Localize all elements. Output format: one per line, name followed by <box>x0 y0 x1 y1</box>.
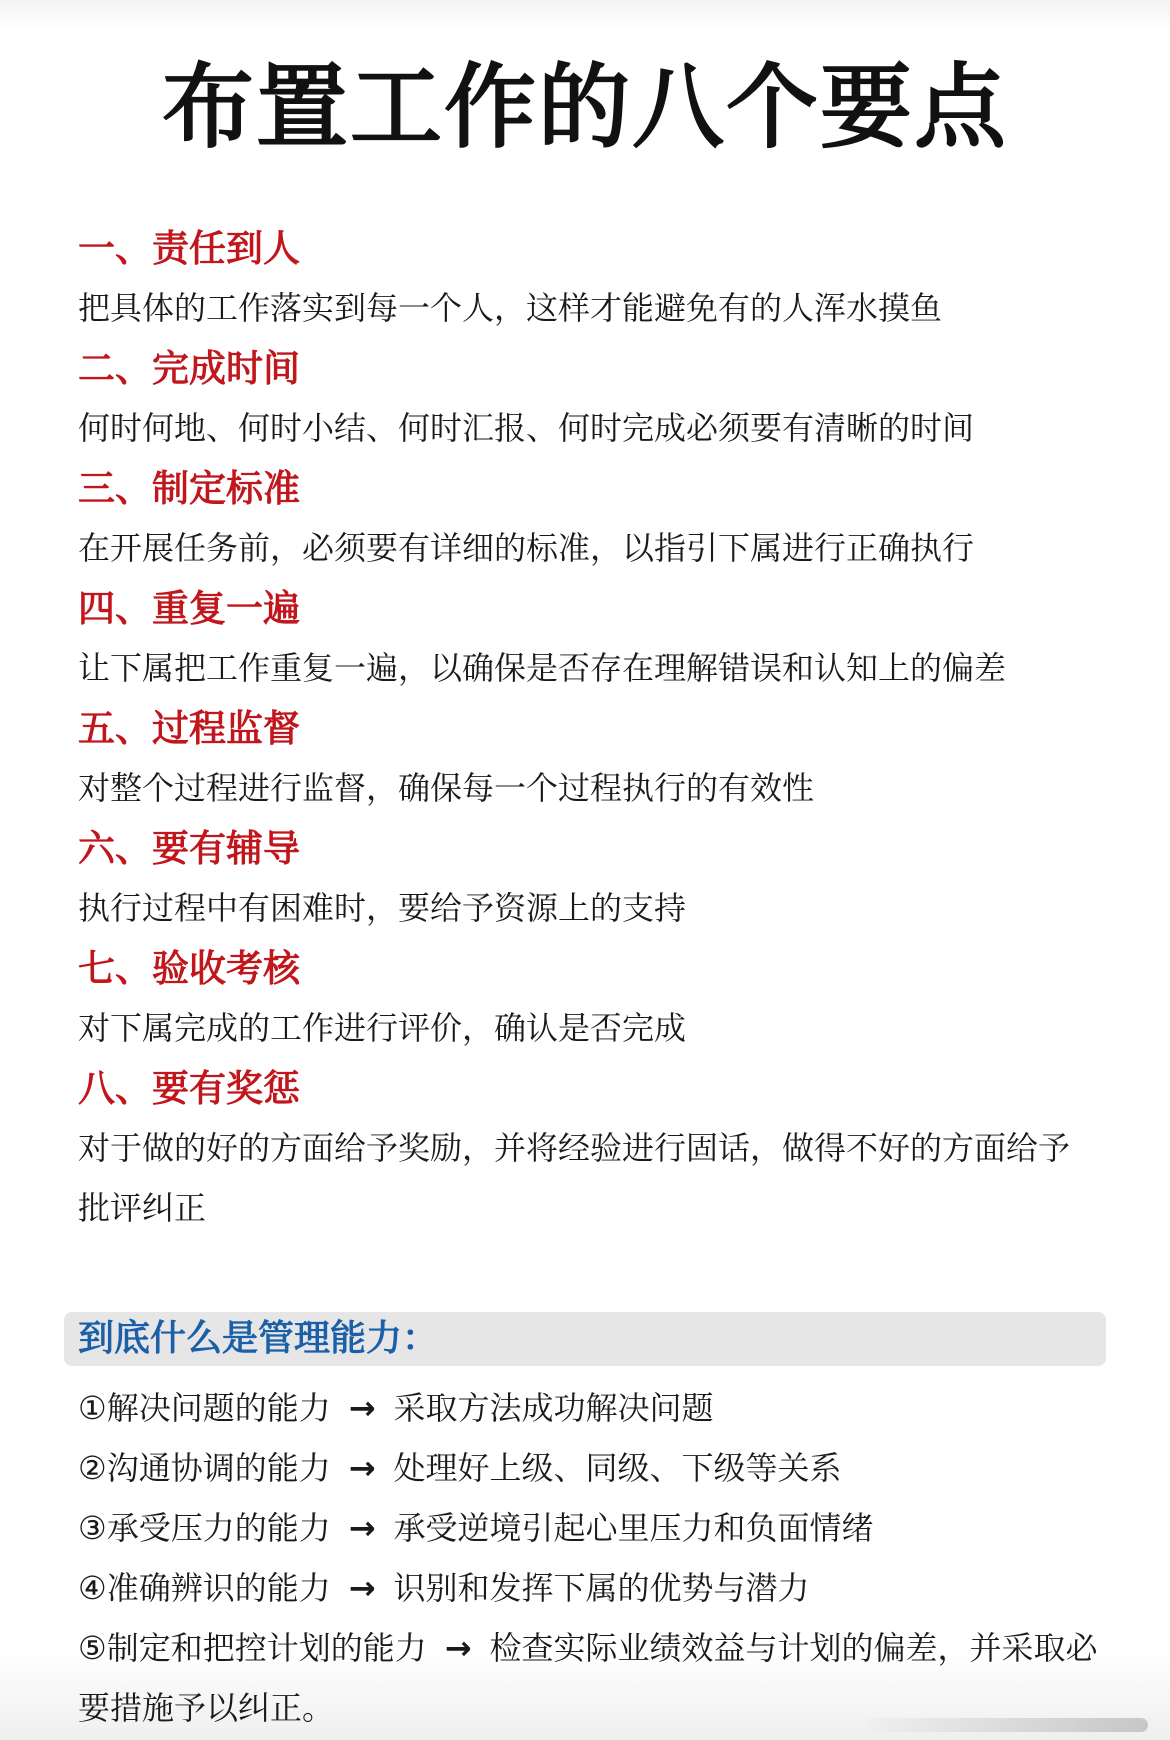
horizontal-scrollbar[interactable] <box>868 1718 1148 1732</box>
arrow-right-icon: → <box>348 1389 376 1427</box>
point-body: 何时何地、何时小结、何时汇报、何时完成必须要有清晰的时间 <box>78 409 975 447</box>
ability-desc: 承受逆境引起心里压力和负面情绪 <box>393 1509 874 1547</box>
point-heading: 一、责任到人 <box>78 227 300 270</box>
point-heading: 七、验收考核 <box>78 947 300 990</box>
ability-item <box>78 1438 1108 1498</box>
point-item <box>78 940 1098 1058</box>
point-body: 对整个过程进行监督，确保每一个过程执行的有效性 <box>78 769 815 807</box>
abilities-title: 到底什么是管理能力： <box>78 1318 439 1359</box>
ability-desc: 处理好上级、同级、下级等关系 <box>393 1449 842 1487</box>
ability-item <box>78 1558 1108 1618</box>
points-list <box>78 220 1098 1240</box>
page-title: 布置工作的八个要点 <box>161 54 1008 161</box>
ability-desc: 检查实际业绩效益与计划的偏差，并采取必要措施予以纠正。 <box>78 1629 1098 1727</box>
point-heading: 六、要有辅导 <box>78 827 300 870</box>
ability-name: ①解决问题的能力 <box>78 1389 331 1427</box>
ability-item <box>78 1378 1108 1438</box>
ability-name: ⑤制定和把控计划的能力 <box>78 1629 427 1667</box>
arrow-right-icon: → <box>348 1569 376 1607</box>
point-item <box>78 1060 1098 1238</box>
point-item <box>78 460 1098 578</box>
point-body: 执行过程中有困难时，要给予资源上的支持 <box>78 889 687 927</box>
point-body: 对于做的好的方面给予奖励，并将经验进行固话，做得不好的方面给予批评纠正 <box>78 1129 1071 1227</box>
arrow-right-icon: → <box>348 1509 376 1547</box>
ability-item <box>78 1498 1108 1558</box>
point-item <box>78 700 1098 818</box>
arrow-right-icon: → <box>348 1449 376 1487</box>
point-heading: 五、过程监督 <box>78 707 300 750</box>
point-item <box>78 340 1098 458</box>
point-heading: 四、重复一遍 <box>78 587 300 630</box>
point-heading: 三、制定标准 <box>78 467 300 510</box>
point-item <box>78 580 1098 698</box>
arrow-right-icon: → <box>444 1629 472 1667</box>
point-item <box>78 820 1098 938</box>
abilities-header-bar <box>64 1312 1106 1366</box>
abilities-list <box>78 1378 1108 1738</box>
ability-desc: 采取方法成功解决问题 <box>393 1389 714 1427</box>
point-body: 对下属完成的工作进行评价，确认是否完成 <box>78 1009 687 1047</box>
point-heading: 二、完成时间 <box>78 347 300 390</box>
point-item <box>78 220 1098 338</box>
ability-name: ③承受压力的能力 <box>78 1509 331 1547</box>
point-heading: 八、要有奖惩 <box>78 1067 300 1110</box>
ability-name: ②沟通协调的能力 <box>78 1449 331 1487</box>
point-body: 在开展任务前，必须要有详细的标准，以指引下属进行正确执行 <box>78 529 975 567</box>
ability-name: ④准确辨识的能力 <box>78 1569 331 1607</box>
ability-desc: 识别和发挥下属的优势与潜力 <box>393 1569 810 1607</box>
point-body: 把具体的工作落实到每一个人，这样才能避免有的人浑水摸鱼 <box>78 289 943 327</box>
point-body: 让下属把工作重复一遍，以确保是否存在理解错误和认知上的偏差 <box>78 649 1007 687</box>
